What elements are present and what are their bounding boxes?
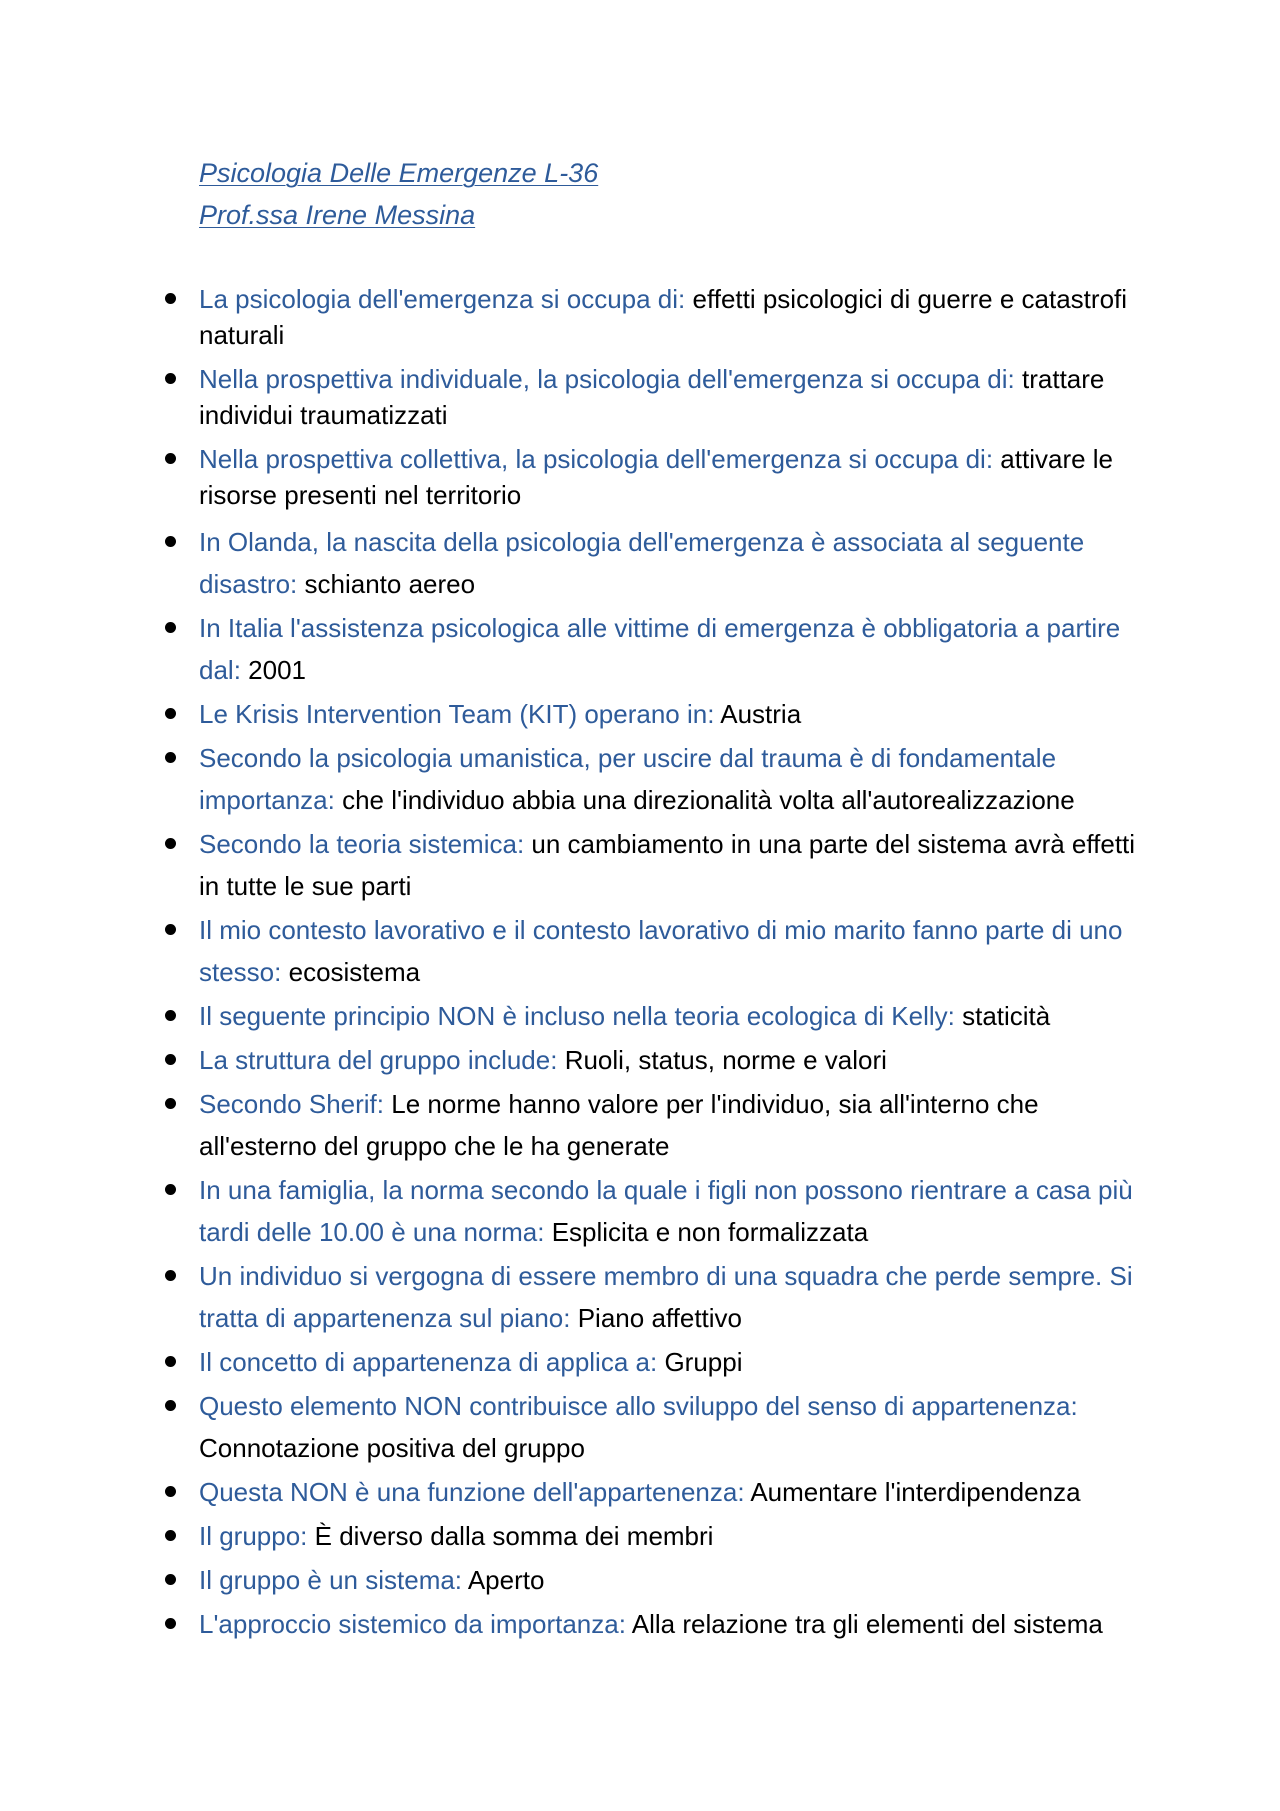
bullet-icon (165, 622, 176, 633)
list-item (199, 361, 1159, 433)
list-item (199, 281, 1159, 353)
list-item (199, 737, 1159, 821)
answer-text: È diverso dalla somma dei membri (314, 1521, 714, 1551)
question-text: La psicologia dell'emergenza si occupa di: (199, 284, 686, 314)
qa-list (199, 281, 1159, 1647)
question-text: In Olanda, la nascita della psicologia dell'emergenza è associata al seguente disastro: (199, 527, 1085, 599)
list-item (199, 1341, 1159, 1383)
bullet-icon (165, 453, 176, 464)
question-text: Un individuo si vergogna di essere membro di una squadra che perde sempre. Si tratta di appartenenza sul piano: (199, 1261, 1133, 1333)
list-item (199, 1471, 1159, 1513)
question-text: Secondo Sherif: (199, 1089, 385, 1119)
bullet-icon (165, 1486, 176, 1497)
question-text: L'approccio sistemico da importanza: (199, 1609, 626, 1639)
question-text: Le Krisis Intervention Team (KIT) operano in: (199, 699, 715, 729)
answer-text: Esplicita e non formalizzata (551, 1217, 869, 1247)
list-item (199, 1083, 1159, 1167)
answer-text: Connotazione positiva del gruppo (199, 1433, 585, 1463)
answer-text: Aperto (467, 1565, 545, 1595)
course-title[interactable]: Psicologia Delle Emergenze L-36 (199, 158, 599, 188)
question-text: Questa NON è una funzione dell'appartenenza: (199, 1477, 745, 1507)
bullet-icon (165, 1400, 176, 1411)
bullet-icon (165, 838, 176, 849)
answer-text: trattare individui traumatizzati (199, 364, 1105, 430)
question-text: Nella prospettiva individuale, la psicologia dell'emergenza si occupa di: (199, 364, 1015, 394)
answer-text: 2001 (248, 655, 306, 685)
bullet-icon (165, 1618, 176, 1629)
question-text: Secondo la psicologia umanistica, per uscire dal trauma è di fondamentale importanza: (199, 743, 1057, 815)
bullet-icon (165, 1530, 176, 1541)
answer-text: Piano affettivo (577, 1303, 743, 1333)
answer-text: Gruppi (664, 1347, 743, 1377)
bullet-icon (165, 1054, 176, 1065)
list-item (199, 521, 1159, 605)
question-text: In Italia l'assistenza psicologica alle vittime di emergenza è obbligatoria a partire dal: (199, 613, 1121, 685)
bullet-icon (165, 293, 176, 304)
question-text: In una famiglia, la norma secondo la quale i figli non possono rientrare a casa più tardi delle 10.00 è una norma: (199, 1175, 1133, 1247)
list-item (199, 995, 1159, 1037)
answer-text: ecosistema (288, 957, 421, 987)
answer-text: attivare le risorse presenti nel territorio (199, 444, 1114, 510)
list-item (199, 1169, 1159, 1253)
bullet-icon (165, 924, 176, 935)
list-item (199, 441, 1159, 513)
bullet-icon (165, 752, 176, 763)
list-item (199, 909, 1159, 993)
question-text: Nella prospettiva collettiva, la psicologia dell'emergenza si occupa di: (199, 444, 994, 474)
answer-text: che l'individuo abbia una direzionalità volta all'autorealizzazione (342, 785, 1075, 815)
bullet-icon (165, 1184, 176, 1195)
list-item (199, 1603, 1159, 1645)
question-text: Il gruppo è un sistema: (199, 1565, 463, 1595)
bullet-icon (165, 536, 176, 547)
question-text: Secondo la teoria sistemica: (199, 829, 525, 859)
question-text: Questo elemento NON contribuisce allo sviluppo del senso di appartenenza: (199, 1391, 1078, 1421)
bullet-icon (165, 1356, 176, 1367)
professor-name[interactable]: Prof.ssa Irene Messina (199, 200, 476, 230)
answer-text: Ruoli, status, norme e valori (564, 1045, 887, 1075)
bullet-icon (165, 1574, 176, 1585)
bullet-icon (165, 1270, 176, 1281)
list-item (199, 1039, 1159, 1081)
question-text: Il seguente principio NON è incluso nella teoria ecologica di Kelly: (199, 1001, 955, 1031)
answer-text: schianto aereo (304, 569, 476, 599)
list-item (199, 1515, 1159, 1557)
answer-text: Alla relazione tra gli elementi del sistema (631, 1609, 1103, 1639)
list-item (199, 1559, 1159, 1601)
bullet-icon (165, 708, 176, 719)
document-header (199, 152, 1199, 236)
question-text: Il gruppo: (199, 1521, 308, 1551)
bullet-icon (165, 373, 176, 384)
list-item (199, 823, 1159, 907)
answer-text: Le norme hanno valore per l'individuo, sia all'interno che all'esterno del gruppo che le ha generate (199, 1089, 1039, 1161)
answer-text: un cambiamento in una parte del sistema avrà effetti in tutte le sue parti (199, 829, 1136, 901)
bullet-icon (165, 1010, 176, 1021)
answer-text: staticità (962, 1001, 1051, 1031)
answer-text: Austria (720, 699, 802, 729)
question-text: La struttura del gruppo include: (199, 1045, 558, 1075)
question-text: Il concetto di appartenenza di applica a: (199, 1347, 658, 1377)
question-text: Il mio contesto lavorativo e il contesto lavorativo di mio marito fanno parte di uno stesso: (199, 915, 1123, 987)
list-item (199, 607, 1159, 691)
list-item (199, 693, 1159, 735)
bullet-icon (165, 1098, 176, 1109)
list-item (199, 1385, 1159, 1469)
answer-text: Aumentare l'interdipendenza (750, 1477, 1081, 1507)
list-item (199, 1255, 1159, 1339)
answer-text: effetti psicologici di guerre e catastrofi naturali (199, 284, 1128, 350)
